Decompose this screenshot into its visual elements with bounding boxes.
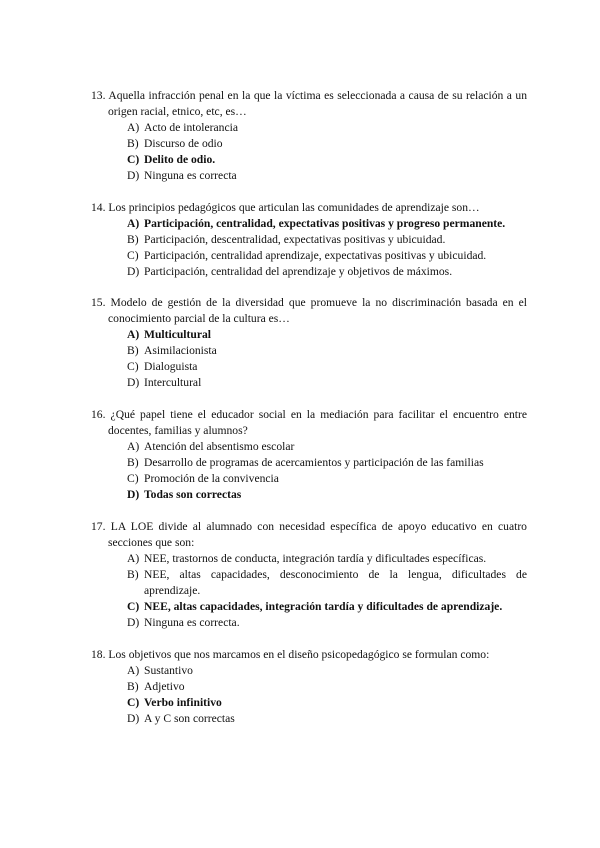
- option-letter: A): [127, 217, 140, 230]
- option-text: Intercultural: [144, 376, 202, 389]
- question-text: Aquella infracción penal en la que la víctima es seleccionada a causa de su relación a un origen racial, etnico, etc, es…: [108, 89, 527, 118]
- option-c-correct: [91, 695, 527, 711]
- option-d: [91, 615, 527, 631]
- option-letter: D): [127, 376, 140, 389]
- option-a-correct: [91, 216, 527, 232]
- question-number: 15.: [91, 296, 106, 309]
- option-letter: D): [127, 265, 140, 278]
- option-d: [91, 375, 527, 391]
- answer-options: [91, 327, 527, 391]
- option-d: [91, 264, 527, 280]
- question-text: Modelo de gestión de la diversidad que promueve la no discriminación basada en el conocimiento parcial de la cultura es…: [108, 296, 527, 325]
- question-15: [91, 295, 527, 391]
- option-letter: A): [127, 552, 140, 565]
- option-letter: C): [127, 153, 140, 166]
- option-letter: B): [127, 456, 139, 469]
- option-b: [91, 455, 527, 471]
- option-b: [91, 232, 527, 248]
- option-c-correct: [91, 152, 527, 168]
- option-letter: B): [127, 344, 139, 357]
- option-letter: D): [127, 488, 140, 501]
- option-letter: C): [127, 472, 139, 485]
- option-letter: D): [127, 712, 140, 725]
- option-letter: C): [127, 360, 139, 373]
- option-text: Acto de intolerancia: [144, 121, 238, 134]
- option-letter: A): [127, 121, 140, 134]
- option-text: Todas son correctas: [144, 488, 242, 501]
- question-13: [91, 88, 527, 184]
- option-a: [91, 551, 527, 567]
- option-text: Atención del absentismo escolar: [144, 440, 295, 453]
- option-letter: A): [127, 440, 140, 453]
- option-letter: D): [127, 169, 140, 182]
- option-c: [91, 359, 527, 375]
- option-b: [91, 679, 527, 695]
- answer-options: [91, 120, 527, 184]
- option-d: [91, 711, 527, 727]
- option-letter: B): [127, 137, 139, 150]
- option-letter: B): [127, 680, 139, 693]
- option-text: Multicultural: [144, 328, 211, 341]
- option-text: Sustantivo: [144, 664, 193, 677]
- option-c: [91, 248, 527, 264]
- question-14: [91, 200, 527, 280]
- option-c-correct: [91, 599, 527, 615]
- question-16: [91, 407, 527, 503]
- option-text: NEE, altas capacidades, desconocimiento de la lengua, dificultades de aprendizaje.: [144, 568, 527, 597]
- question-18: [91, 647, 527, 727]
- question-number: 13.: [91, 89, 106, 102]
- option-text: Delito de odio.: [144, 153, 216, 166]
- question-number: 18.: [91, 648, 106, 661]
- option-letter: C): [127, 249, 139, 262]
- question-text: Los principios pedagógicos que articulan las comunidades de aprendizaje son…: [108, 201, 480, 214]
- option-text: Ninguna es correcta.: [144, 616, 240, 629]
- option-d-correct: [91, 487, 527, 503]
- question-stem: [91, 200, 527, 216]
- option-a: [91, 663, 527, 679]
- option-b: [91, 136, 527, 152]
- answer-options: [91, 216, 527, 280]
- option-text: Dialoguista: [144, 360, 198, 373]
- option-c: [91, 471, 527, 487]
- option-text: NEE, trastornos de conducta, integración tardía y dificultades específicas.: [144, 552, 487, 565]
- option-letter: C): [127, 696, 140, 709]
- option-text: Participación, centralidad, expectativas positivas y progreso permanente.: [144, 217, 506, 230]
- option-text: Participación, descentralidad, expectativas positivas y ubicuidad.: [144, 233, 446, 246]
- option-text: Promoción de la convivencia: [144, 472, 279, 485]
- option-letter: B): [127, 568, 139, 581]
- answer-options: [91, 663, 527, 727]
- option-a-correct: [91, 327, 527, 343]
- question-text: LA LOE divide al alumnado con necesidad específica de apoyo educativo en cuatro secciones que son:: [108, 520, 527, 549]
- answer-options: [91, 551, 527, 631]
- option-letter: A): [127, 328, 140, 341]
- option-a: [91, 439, 527, 455]
- option-text: Asimilacionista: [144, 344, 217, 357]
- question-stem: [91, 647, 527, 663]
- option-text: Adjetivo: [144, 680, 185, 693]
- question-number: 17.: [91, 520, 106, 533]
- option-text: Discurso de odio: [144, 137, 223, 150]
- option-text: Desarrollo de programas de acercamientos y participación de las familias: [144, 456, 484, 469]
- question-number: 14.: [91, 201, 106, 214]
- option-b: [91, 567, 527, 599]
- option-text: A y C son correctas: [144, 712, 235, 725]
- question-number: 16.: [91, 408, 106, 421]
- question-text: Los objetivos que nos marcamos en el diseño psicopedagógico se formulan como:: [108, 648, 490, 661]
- option-text: Verbo infinitivo: [144, 696, 222, 709]
- question-17: [91, 519, 527, 631]
- question-stem: [91, 407, 527, 439]
- option-letter: C): [127, 600, 140, 613]
- option-b: [91, 343, 527, 359]
- option-letter: A): [127, 664, 140, 677]
- option-a: [91, 120, 527, 136]
- option-text: Participación, centralidad del aprendizaje y objetivos de máximos.: [144, 265, 453, 278]
- question-stem: [91, 295, 527, 327]
- question-stem: [91, 88, 527, 120]
- question-text: ¿Qué papel tiene el educador social en la mediación para facilitar el encuentro entre docentes, familias y alumnos?: [108, 408, 527, 437]
- option-text: NEE, altas capacidades, integración tardía y dificultades de aprendizaje.: [144, 600, 503, 613]
- option-text: Ninguna es correcta: [144, 169, 237, 182]
- option-text: Participación, centralidad aprendizaje, expectativas positivas y ubicuidad.: [144, 249, 487, 262]
- answer-options: [91, 439, 527, 503]
- option-letter: B): [127, 233, 139, 246]
- option-d: [91, 168, 527, 184]
- question-stem: [91, 519, 527, 551]
- option-letter: D): [127, 616, 140, 629]
